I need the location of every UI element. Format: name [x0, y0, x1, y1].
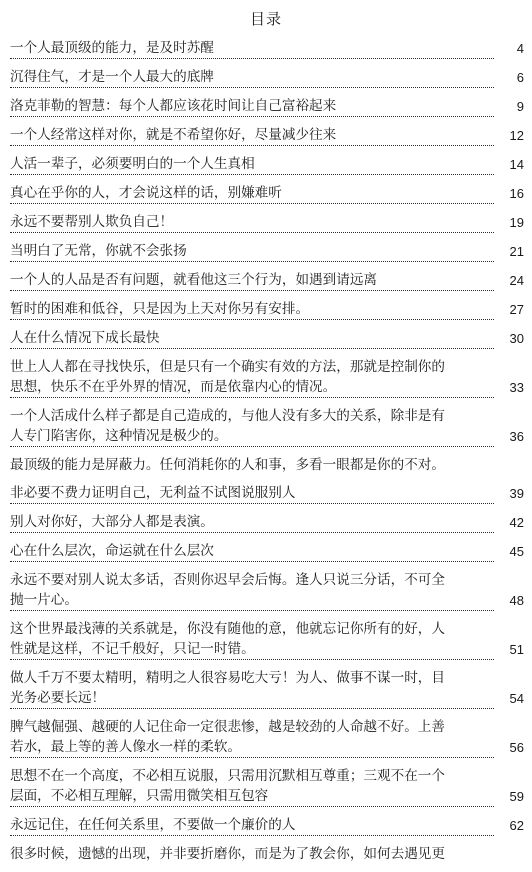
toc-entry-line: 世上人人都在寻找快乐，但是只有一个确实有效的方法，那就是控制你的	[10, 359, 445, 375]
toc-entry-line: 暂时的困难和低谷，只是因为上天对你另有安排。	[10, 299, 494, 320]
toc-entry[interactable]	[10, 717, 524, 758]
toc-entry-line: 人在什么情况下成长最快	[10, 328, 494, 349]
toc-entry-title	[10, 844, 524, 864]
toc-entry-line: 层面，不必相互理解，只需用微笑相互包容	[10, 786, 494, 807]
toc-entry-title	[10, 270, 524, 291]
toc-entry[interactable]	[10, 619, 524, 660]
toc-entry-line: 当明白了无常，你就不会张扬	[10, 241, 494, 262]
toc-entry[interactable]	[10, 815, 524, 836]
toc-entry[interactable]	[10, 212, 524, 233]
toc-entry-line: 脾气越倔强、越硬的人记住命一定很悲惨，越是较劲的人命越不好。上善	[10, 719, 445, 735]
toc-entry-page-number: 51	[507, 640, 524, 660]
toc-entry[interactable]	[10, 541, 524, 562]
toc-entry-page-number: 30	[507, 329, 524, 349]
toc-entry-page-number: 39	[507, 484, 524, 504]
toc-entry-line: 真心在乎你的人，才会说这样的话，别嫌难听	[10, 183, 494, 204]
toc-entry[interactable]	[10, 406, 524, 447]
toc-entry-line: 一个人活成什么样子都是自己造成的，与他人没有多大的关系，除非是有	[10, 408, 445, 424]
toc-entry-page-number: 27	[507, 300, 524, 320]
toc-entry[interactable]	[10, 357, 524, 398]
toc-entry-line: 洛克菲勒的智慧：每个人都应该花时间让自己富裕起来	[10, 96, 494, 117]
toc-entry[interactable]	[10, 668, 524, 709]
toc-entry-page-number: 54	[507, 689, 524, 709]
toc-entry-title	[10, 357, 524, 398]
toc-entry-line: 永远记住，在任何关系里，不要做一个廉价的人	[10, 815, 494, 836]
toc-entry-title	[10, 212, 524, 233]
toc-entry[interactable]	[10, 483, 524, 504]
toc-entry-title	[10, 328, 524, 349]
toc-entry-page-number: 36	[507, 427, 524, 447]
toc-entry-page-number: 24	[507, 271, 524, 291]
toc-entry-page-number: 42	[507, 513, 524, 533]
toc-entry-line: 永远不要对别人说太多话，否则你迟早会后悔。逢人只说三分话，不可全	[10, 572, 445, 588]
toc-entry-page-number: 16	[507, 184, 524, 204]
toc-entry-page-number: 33	[507, 378, 524, 398]
toc-entry[interactable]	[10, 125, 524, 146]
toc-entry[interactable]	[10, 766, 524, 807]
toc-entry[interactable]	[10, 328, 524, 349]
toc-entry-line: 若水，最上等的善人像水一样的柔软。	[10, 737, 494, 758]
toc-entry-page-number: 56	[507, 738, 524, 758]
toc-entry-title	[10, 717, 524, 758]
toc-entry-page-number: 62	[507, 816, 524, 836]
toc-entry-title	[10, 67, 524, 88]
toc-entry[interactable]	[10, 270, 524, 291]
toc-entry[interactable]	[10, 512, 524, 533]
toc-entry-title	[10, 455, 524, 475]
toc-list	[10, 38, 524, 872]
toc-entry-line: 光务必要长远！	[10, 688, 494, 709]
toc-entry-line: 很多时候，遗憾的出现，并非要折磨你，而是为了教会你，如何去遇见更	[10, 846, 445, 862]
toc-entry[interactable]	[10, 183, 524, 204]
toc-entry-line: 性就是这样，不记千般好，只记一时错。	[10, 639, 494, 660]
toc-entry-title	[10, 541, 524, 562]
toc-entry-page-number: 48	[507, 591, 524, 611]
toc-entry-title	[10, 668, 524, 709]
toc-entry[interactable]	[10, 455, 524, 475]
toc-entry-page-number: 9	[514, 97, 524, 117]
toc-entry-line: 沉得住气，才是一个人最大的底牌	[10, 67, 494, 88]
toc-entry[interactable]	[10, 67, 524, 88]
toc-entry-line: 思想不在一个高度，不必相互说服，只需用沉默相互尊重；三观不在一个	[10, 768, 445, 784]
toc-entry[interactable]	[10, 844, 524, 864]
toc-entry-page-number: 4	[514, 39, 524, 59]
toc-entry-line: 永远不要帮别人欺负自己！	[10, 212, 494, 233]
toc-entry-page-number: 14	[507, 155, 524, 175]
toc-entry[interactable]	[10, 96, 524, 117]
toc-entry-line: 别人对你好，大部分人都是表演。	[10, 512, 494, 533]
toc-entry-title	[10, 241, 524, 262]
toc-entry-title	[10, 815, 524, 836]
toc-entry-title	[10, 154, 524, 175]
toc-entry-title	[10, 96, 524, 117]
toc-entry-line: 一个人最顶级的能力，是及时苏醒	[10, 38, 494, 59]
toc-entry-line: 人活一辈子，必须要明白的一个人生真相	[10, 154, 494, 175]
toc-entry-line: 一个人的人品是否有问题，就看他这三个行为，如遇到请远离	[10, 270, 494, 291]
toc-entry-line: 人专门陷害你，这种情况是极少的。	[10, 426, 494, 447]
toc-entry[interactable]	[10, 241, 524, 262]
toc-entry-page-number: 19	[507, 213, 524, 233]
toc-entry-page-number: 12	[507, 126, 524, 146]
toc-entry-title	[10, 38, 524, 59]
toc-entry-line: 非必要不费力证明自己，无利益不试图说服别人	[10, 483, 494, 504]
toc-entry-page-number: 45	[507, 542, 524, 562]
page-title: 目录	[249, 10, 282, 28]
toc-entry-title	[10, 406, 524, 447]
toc-entry-line: 做人千万不要太精明，精明之人很容易吃大亏！为人、做事不谋一时，目	[10, 670, 445, 686]
toc-entry-line: 最顶级的能力是屏蔽力。任何消耗你的人和事，多看一眼都是你的不对。	[10, 457, 445, 473]
toc-entry-line: 抛一片心。	[10, 590, 494, 611]
toc-entry-title	[10, 483, 524, 504]
toc-entry-title	[10, 183, 524, 204]
toc-entry-line: 思想，快乐不在乎外界的情况，而是依靠内心的情况。	[10, 377, 494, 398]
toc-entry[interactable]	[10, 154, 524, 175]
toc-entry-title	[10, 570, 524, 611]
toc-entry-line: 一个人经常这样对你，就是不希望你好，尽量减少往来	[10, 125, 494, 146]
toc-entry-title	[10, 619, 524, 660]
toc-entry[interactable]	[10, 570, 524, 611]
toc-entry-title	[10, 299, 524, 320]
toc-entry-title	[10, 125, 524, 146]
toc-entry-page-number: 59	[507, 787, 524, 807]
toc-entry-title	[10, 512, 524, 533]
toc-entry-line: 这个世界最浅薄的关系就是，你没有随他的意，他就忘记你所有的好，人	[10, 621, 445, 637]
toc-entry[interactable]	[10, 38, 524, 59]
toc-entry[interactable]	[10, 299, 524, 320]
toc-entry-title	[10, 766, 524, 807]
toc-entry-page-number: 6	[514, 68, 524, 88]
toc-entry-page-number: 21	[507, 242, 524, 262]
toc-entry-line: 心在什么层次，命运就在什么层次	[10, 541, 494, 562]
